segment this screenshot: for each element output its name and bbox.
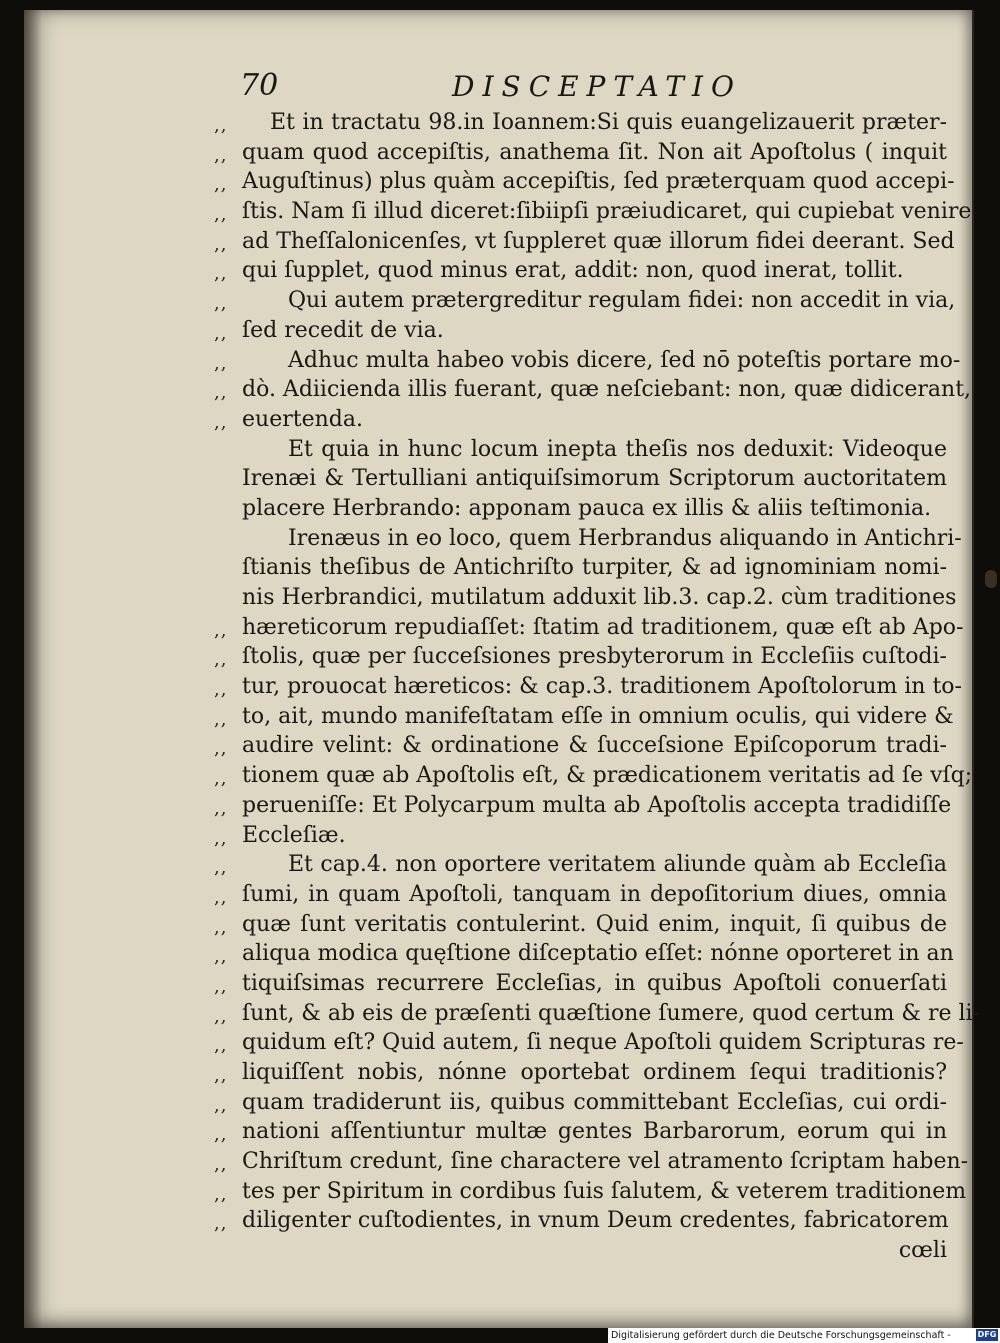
text-line <box>214 999 980 1029</box>
quotation-mark: ,, <box>214 1124 228 1146</box>
line-text: tionem quæ ab Apoſtolis eſt, & prædicationem veritatis ad ſe vſq; <box>242 763 973 789</box>
quotation-mark: ,, <box>214 619 228 641</box>
line-text: Qui autem prætergreditur regulam fidei: non accedit in via, <box>288 288 956 314</box>
line-text: to, ait, mundo manifeſtatam eſſe in omnium oculis, qui videre & <box>242 703 954 729</box>
text-line <box>214 346 961 376</box>
quotation-mark: ,, <box>214 1213 228 1235</box>
text-line <box>214 1058 947 1088</box>
text-line <box>214 256 944 286</box>
text-line <box>214 821 944 851</box>
quotation-mark: ,, <box>214 768 228 790</box>
line-text: quam quod accepiſtis, anathema ſit. Non ait Apoſtolus ( inquit <box>242 139 947 165</box>
line-text: quam tradiderunt iis, quibus committebant Eccleſias, cui ordi- <box>242 1089 947 1115</box>
line-text: ad Theſſalonicenſes, vt ſuppleret quæ illorum fidei deerant. Sed <box>242 228 955 254</box>
line-text: dò. Adiicienda illis fuerant, quæ neſciebant: non, quæ didicerant, <box>242 377 972 403</box>
quotation-mark: ,, <box>214 411 228 433</box>
text-line <box>214 524 962 554</box>
text-line <box>214 435 947 465</box>
line-text: Et in tractatu 98.in Ioannem:Si quis euangelizauerit præter- <box>270 110 947 135</box>
text-line <box>214 1028 964 1058</box>
quotation-mark: ,, <box>214 204 228 226</box>
text-line <box>214 613 964 643</box>
line-text: audire velint: & ordinatione & ſucceſsione Epiſcoporum tradi- <box>242 733 947 759</box>
quotation-mark: ,, <box>214 233 228 255</box>
quotation-mark: ,, <box>214 263 228 285</box>
text-line <box>214 167 955 197</box>
line-text: Et cap.4. non oportere veritatem aliunde quàm ab Eccleſia <box>288 852 947 878</box>
text-line <box>214 791 952 821</box>
text-line <box>214 1177 967 1207</box>
quotation-mark: ,, <box>214 115 228 136</box>
text-line <box>214 464 947 494</box>
quotation-mark: ,, <box>214 1005 228 1027</box>
line-text: Adhuc multa habeo vobis dicere, ſed nō poteſtis portare mo- <box>288 347 961 373</box>
quotation-mark: ,, <box>214 352 228 374</box>
quotation-mark: ,, <box>214 1065 228 1086</box>
footer-credit: Digitalisierung gefördert durch die Deutsche Forschungsgemeinschaft - <box>611 1330 951 1341</box>
text-line <box>214 405 944 435</box>
text-line <box>214 1206 949 1236</box>
quotation-mark: ,, <box>214 679 228 701</box>
text-line <box>214 494 944 524</box>
text-block <box>214 108 980 1266</box>
text-line <box>214 138 947 168</box>
quotation-mark: ,, <box>214 1094 228 1116</box>
page-header <box>0 68 1000 108</box>
quotation-mark: ,, <box>214 827 228 849</box>
text-line <box>214 702 954 732</box>
text-line <box>214 969 947 999</box>
quotation-mark: ,, <box>214 886 228 908</box>
line-text: cœli <box>898 1238 947 1264</box>
quotation-mark: ,, <box>214 174 228 196</box>
quotation-mark: ,, <box>214 1183 228 1205</box>
text-line <box>214 1117 947 1147</box>
text-line <box>214 880 947 910</box>
dfg-logo: DFG <box>977 1330 997 1339</box>
line-text: diligenter cuſtodientes, in vnum Deum credentes, fabricatorem <box>242 1208 949 1234</box>
line-text: placere Herbrando: apponam pauca ex illis & aliis teſtimonia. <box>242 495 932 521</box>
quotation-mark: ,, <box>214 975 228 997</box>
line-text: qui ſupplet, quod minus erat, addit: non, quod inerat, tollit. <box>242 258 904 284</box>
text-line <box>214 375 972 405</box>
line-text: ſunt, & ab eis de præſenti quæſtione ſumere, quod certum & re li- <box>242 1000 980 1026</box>
text-line <box>214 642 947 672</box>
text-line <box>214 1236 947 1266</box>
line-text: ſumi, in quam Apoſtoli, tanquam in depoſitorium diues, omnia <box>242 881 947 907</box>
quotation-mark: ,, <box>214 797 228 819</box>
quotation-mark: ,, <box>214 857 228 879</box>
line-text: ſtolis, quæ per ſucceſsiones presbyterorum in Eccleſiis cuſtodi- <box>242 644 947 670</box>
line-text: ſtianis theſibus de Antichriſto turpiter, & ad ignominiam nomi- <box>242 555 947 581</box>
page-gutter-shadow <box>24 10 42 1328</box>
binding-mark <box>985 570 997 588</box>
line-text: quæ ſunt veritatis contulerint. Quid enim, inquit, ſi quibus de <box>242 911 947 937</box>
digitization-footer <box>608 1328 1000 1343</box>
quotation-mark: ,, <box>214 1035 228 1057</box>
quotation-mark: ,, <box>214 946 228 968</box>
text-line <box>214 731 947 761</box>
text-line <box>214 108 947 138</box>
line-text: aliqua modica quęſtione diſceptatio eſſet: nónne oporteret in an <box>242 941 954 967</box>
quotation-mark: ,, <box>214 738 228 760</box>
quotation-mark: ,, <box>214 322 228 344</box>
line-text: Irenæus in eo loco, quem Herbrandus aliquando in Antichri- <box>288 525 962 551</box>
quotation-mark: ,, <box>214 708 228 730</box>
line-text: ſtis. Nam ſi illud diceret:ſibiipſi præiudicaret, qui cupiebat venire <box>242 199 972 225</box>
text-line <box>214 939 954 969</box>
text-line <box>214 1147 969 1177</box>
text-line <box>214 227 955 257</box>
quotation-mark: ,, <box>214 916 228 938</box>
line-text: tes per Spiritum in cordibus ſuis ſalutem, & veterem traditionem <box>242 1178 967 1204</box>
quotation-mark: ,, <box>214 144 228 166</box>
text-line <box>214 1088 947 1118</box>
quotation-mark: ,, <box>214 382 228 404</box>
text-line <box>214 672 962 702</box>
text-line <box>214 583 957 613</box>
line-text: liquiſſent nobis, nónne oportebat ordinem ſequi traditionis? <box>242 1060 947 1085</box>
line-text: nationi aſſentiuntur multæ gentes Barbarorum, eorum qui in <box>242 1119 947 1145</box>
text-line <box>214 553 947 583</box>
text-line <box>214 286 956 316</box>
quotation-mark: ,, <box>214 1154 228 1176</box>
line-text: nis Herbrandici, mutilatum adduxit lib.3. cap.2. cùm traditiones <box>242 585 957 610</box>
line-text: Eccleſiæ. <box>242 822 346 848</box>
line-text: hæreticorum repudiaſſet: ſtatim ad traditionem, quæ eſt ab Apo- <box>242 614 964 640</box>
quotation-mark: ,, <box>214 293 228 315</box>
line-text: tiquiſsimas recurrere Eccleſias, in quibus Apoſtoli conuerſati <box>242 970 947 996</box>
text-line <box>214 316 944 346</box>
text-line <box>214 850 947 880</box>
text-line <box>214 197 972 227</box>
line-text: Chriſtum credunt, ſine charactere vel atramento ſcriptam haben- <box>242 1149 969 1175</box>
line-text: ſed recedit de via. <box>242 317 444 343</box>
line-text: Irenæi & Tertulliani antiquiſsimorum Scriptorum auctoritatem <box>242 466 947 492</box>
line-text: quidum eſt? Quid autem, ſi neque Apoſtoli quidem Scripturas re- <box>242 1030 964 1056</box>
running-head: DISCEPTATIO <box>452 70 742 103</box>
text-line <box>214 910 947 940</box>
line-text: Auguſtinus) plus quàm accepiſtis, ſed præterquam quod accepi- <box>242 169 955 195</box>
line-text: tur, prouocat hæreticos: & cap.3. traditionem Apoſtolorum in to- <box>242 674 962 700</box>
text-line <box>214 761 973 791</box>
page-number: 70 <box>240 68 279 103</box>
line-text: Et quia in hunc locum inepta theſis nos deduxit: Videoque <box>288 436 947 462</box>
quotation-mark: ,, <box>214 649 228 671</box>
line-text: euertenda. <box>242 406 363 432</box>
line-text: perueniſſe: Et Polycarpum multa ab Apoſtolis accepta tradidiſſe <box>242 792 952 818</box>
